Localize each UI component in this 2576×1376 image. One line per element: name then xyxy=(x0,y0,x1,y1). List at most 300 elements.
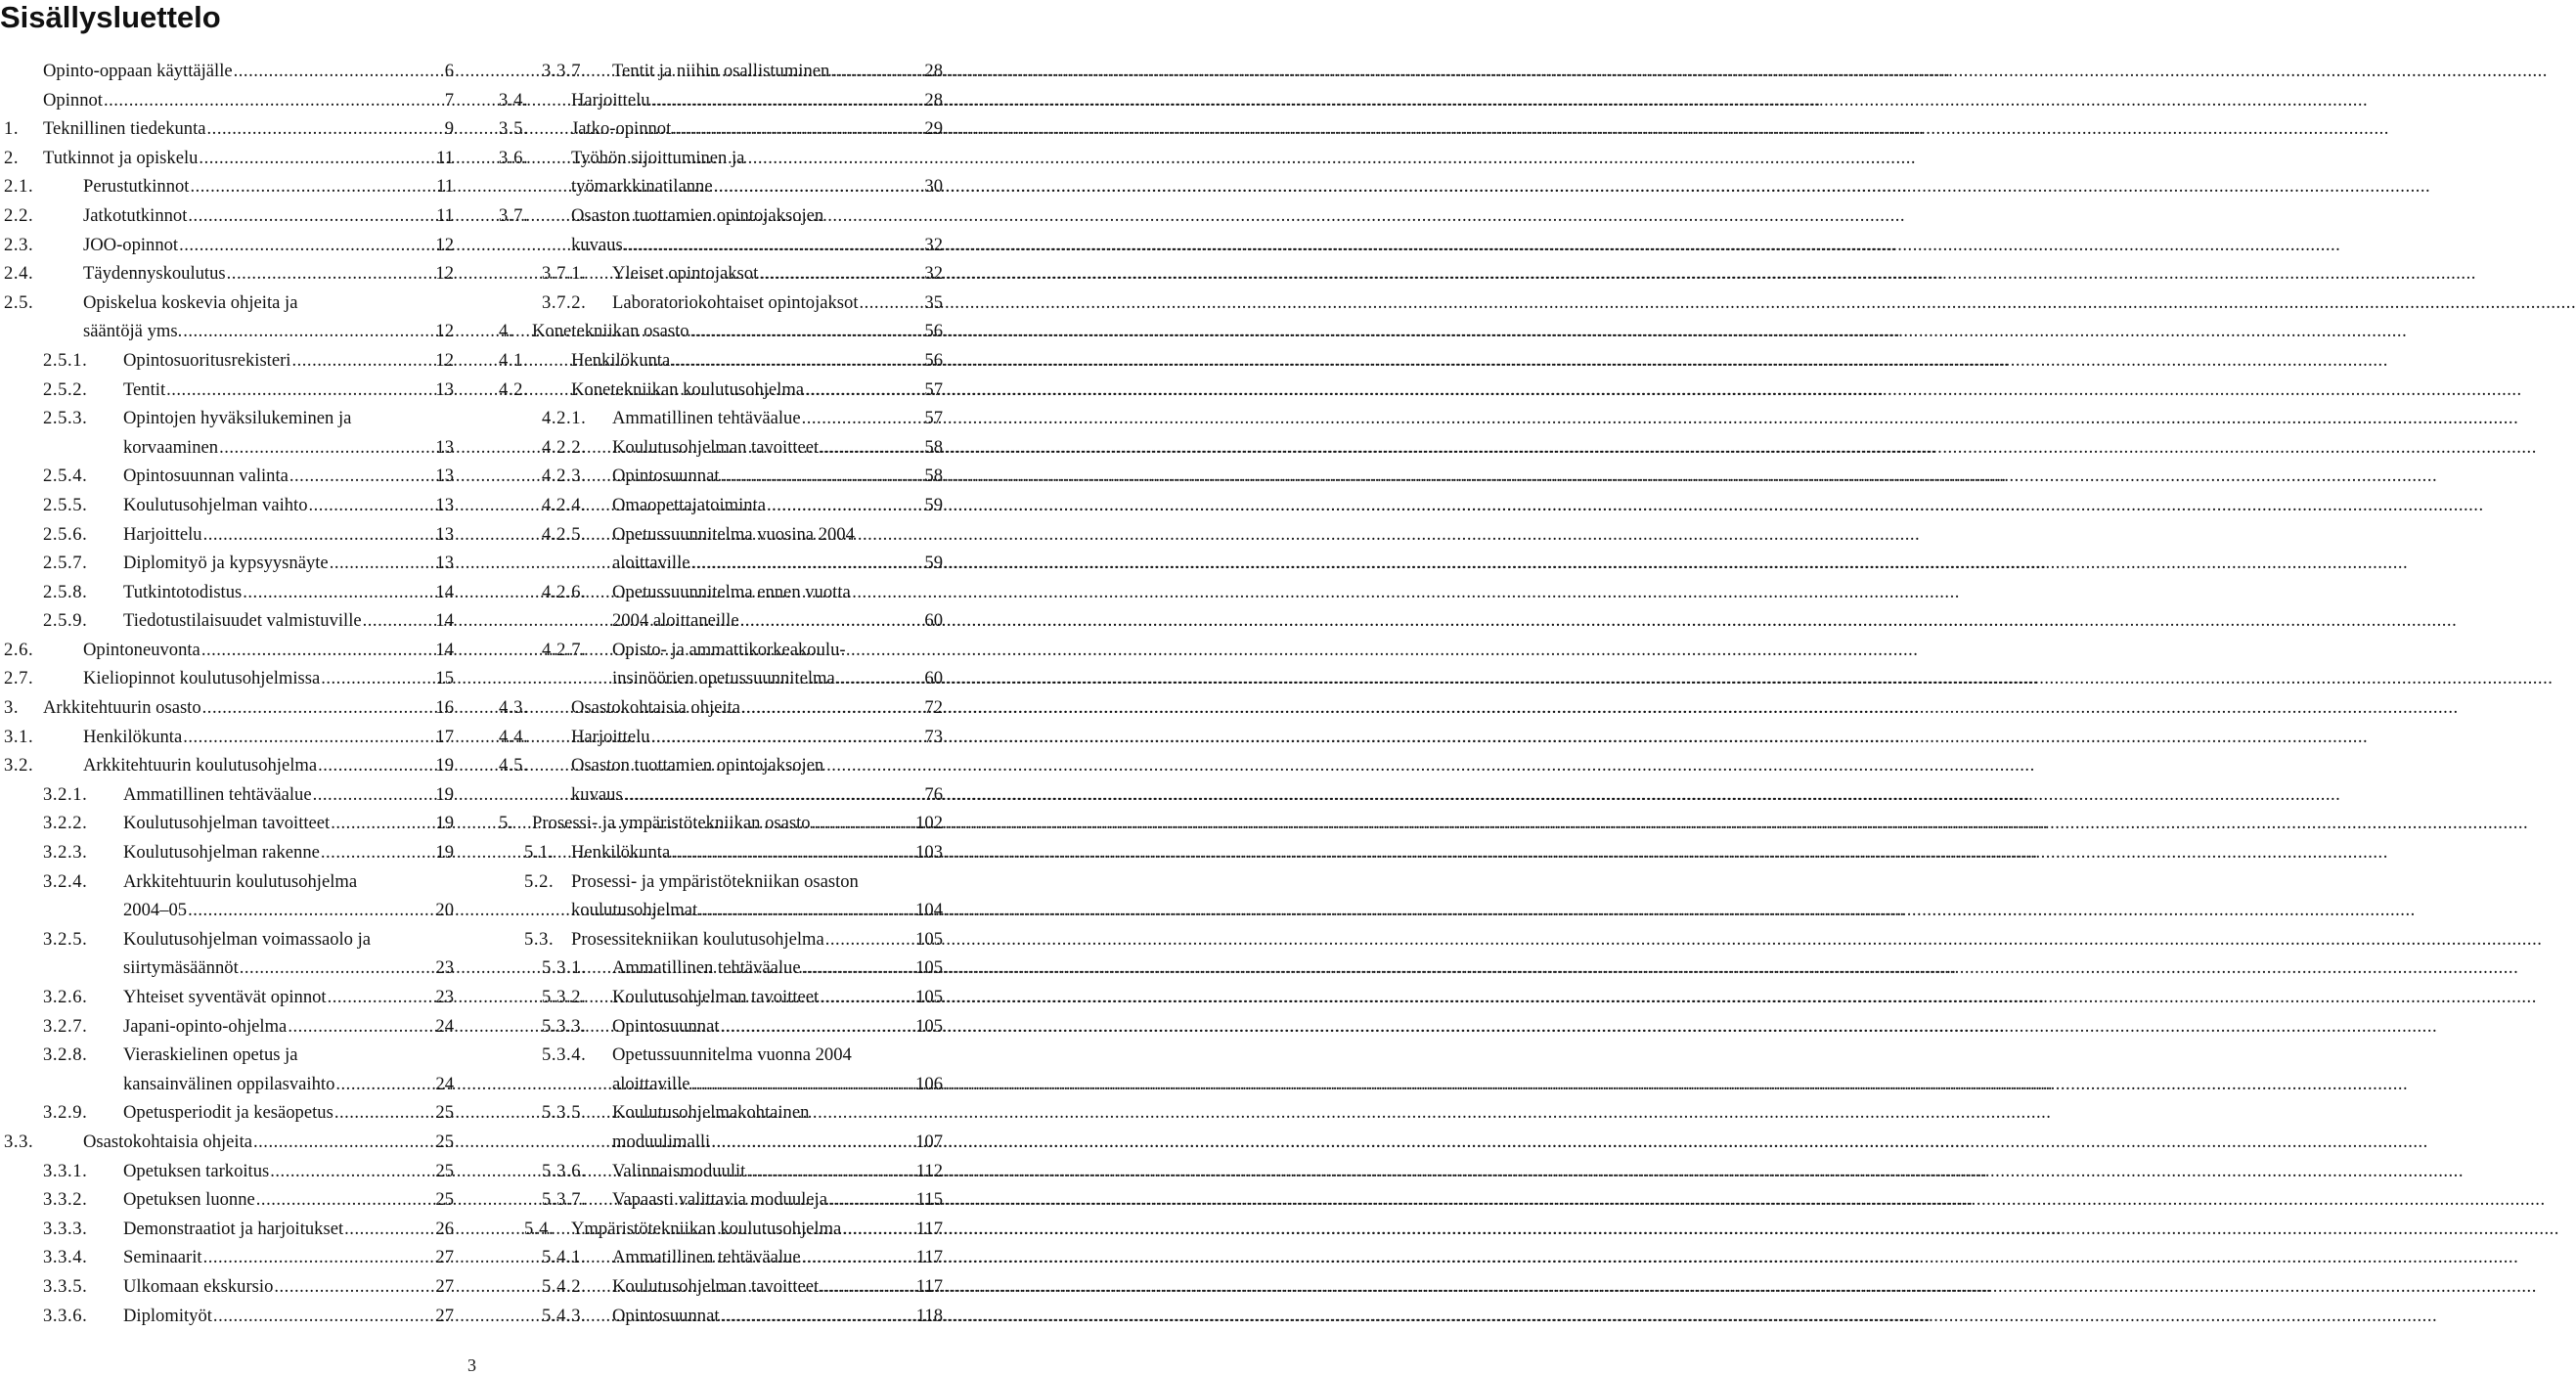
toc-entry[interactable] xyxy=(495,954,943,983)
toc-entry-title: Opetuksen tarkoitus xyxy=(123,1160,270,1181)
toc-entry-number: 4. xyxy=(499,321,514,342)
toc-entry[interactable] xyxy=(0,86,454,115)
dot-leader xyxy=(624,783,924,807)
toc-entry-number: 5.3.7. xyxy=(542,1189,587,1211)
toc-entry-page: 105 xyxy=(915,987,943,1007)
toc-entry-title: Koulutusohjelman vaihto xyxy=(123,494,308,515)
toc-entry-number: 5.2. xyxy=(524,870,555,892)
toc-entry[interactable] xyxy=(0,693,454,723)
toc-entry[interactable] xyxy=(0,1185,454,1215)
toc-entry-number: 2.5.1. xyxy=(43,349,88,371)
toc-entry-page: 13 xyxy=(435,436,454,458)
toc-entry-title: kuvaus xyxy=(571,234,623,255)
toc-entry[interactable] xyxy=(495,289,943,318)
toc-entry[interactable] xyxy=(495,693,943,723)
dot-leader xyxy=(690,320,924,343)
dot-leader xyxy=(289,465,435,488)
toc-entry-page: 60 xyxy=(924,668,943,689)
toc-entry-title-line: Prosessi- ja ympäristötekniikan osaston xyxy=(571,870,859,892)
dot-leader xyxy=(651,726,924,749)
toc-entry-number: 3.3. xyxy=(4,1131,34,1152)
toc-entry-title: Yhteiset syventävät opinnot xyxy=(123,987,327,1007)
toc-entry[interactable] xyxy=(0,462,454,491)
toc-entry-title: 2004–05 xyxy=(123,900,188,921)
toc-entry-body xyxy=(123,1218,454,1241)
toc-entry-number: 4.3. xyxy=(499,697,529,719)
toc-entry-title: Teknillinen tiedekunta xyxy=(43,118,206,140)
toc-entry[interactable] xyxy=(495,491,943,520)
toc-entry[interactable] xyxy=(0,1302,454,1331)
page-title: Sisällysluettelo xyxy=(0,0,221,34)
toc-entry[interactable] xyxy=(495,636,943,693)
toc-entry[interactable] xyxy=(495,404,943,433)
toc-entry[interactable] xyxy=(495,1215,943,1244)
toc-entry-page: 56 xyxy=(924,349,943,371)
toc-entry-title: Opinnot xyxy=(43,89,103,111)
toc-entry-number: 3.2.1. xyxy=(43,783,88,805)
toc-entry[interactable] xyxy=(495,1098,943,1156)
dot-leader xyxy=(820,1275,915,1299)
dot-leader xyxy=(183,726,434,749)
toc-entry-number: 5.3.1. xyxy=(542,957,587,979)
toc-entry-page: 105 xyxy=(915,1015,943,1037)
toc-entry-page: 27 xyxy=(435,1247,454,1268)
toc-entry-title: JOO-opinnot xyxy=(83,234,179,255)
toc-entry-number: 5.4.3. xyxy=(542,1305,587,1326)
toc-entry-page: 24 xyxy=(435,1073,454,1094)
toc-entry-body xyxy=(123,841,454,865)
dot-leader xyxy=(820,986,914,1009)
toc-entry-body xyxy=(123,1246,454,1269)
toc-entry-page: 72 xyxy=(924,697,943,719)
dot-leader xyxy=(201,639,435,662)
toc-entry-body xyxy=(123,494,454,517)
dot-leader xyxy=(207,117,444,141)
toc-entry-title-line: Osaston tuottamien opintojaksojen xyxy=(571,755,824,777)
toc-entry[interactable] xyxy=(495,1272,943,1302)
toc-entry-body xyxy=(123,1160,454,1183)
toc-entry-number: 2.5.7. xyxy=(43,553,88,574)
toc-entry-body xyxy=(612,956,943,980)
toc-entry-title-line: Opintojen hyväksilukeminen ja xyxy=(123,408,352,429)
toc-entry-number: 3.2.4. xyxy=(43,870,88,892)
toc-entry-number: 2.2. xyxy=(4,204,34,226)
dot-leader xyxy=(624,234,924,257)
toc-entry-body xyxy=(43,60,454,83)
toc-entry-page: 25 xyxy=(435,1160,454,1181)
toc-entry[interactable] xyxy=(0,491,454,520)
dot-leader xyxy=(344,1218,434,1241)
toc-entry-title-line: Opetussuunnitelma vuonna 2004 xyxy=(612,1044,852,1066)
toc-entry-number: 5.3.2. xyxy=(542,987,587,1007)
toc-entry-page: 15 xyxy=(435,668,454,689)
toc-entry-title: Japani-opinto-ohjelma xyxy=(123,1015,288,1037)
toc-entry-title: Diplomityö ja kypsyysnäyte xyxy=(123,553,329,574)
toc-entry-body xyxy=(43,696,454,720)
dot-leader xyxy=(321,667,434,690)
dot-leader xyxy=(721,1305,915,1328)
dot-leader xyxy=(767,494,923,517)
toc-entry-title: Opetuksen luonne xyxy=(123,1189,255,1211)
toc-entry[interactable] xyxy=(495,462,943,491)
dot-leader xyxy=(802,407,924,430)
toc-entry-body xyxy=(83,667,454,690)
toc-entry-body xyxy=(612,523,943,576)
toc-entry[interactable] xyxy=(0,983,454,1012)
toc-entry-body xyxy=(43,117,454,141)
toc-entry-number: 2.6. xyxy=(4,639,34,660)
dot-leader xyxy=(188,899,434,922)
toc-entry-body xyxy=(571,147,943,200)
toc-entry[interactable] xyxy=(495,1012,943,1042)
toc-entry-number: 3.4. xyxy=(499,89,529,111)
dot-leader xyxy=(190,175,435,199)
toc-entry[interactable] xyxy=(495,983,943,1012)
dot-leader xyxy=(746,1160,914,1183)
toc-entry-page: 104 xyxy=(915,900,943,921)
toc-entry-title: Opintosuoritusrekisteri xyxy=(123,349,291,371)
toc-entry-number: 5.4.2. xyxy=(542,1275,587,1297)
toc-entry[interactable] xyxy=(0,201,454,231)
dot-leader xyxy=(227,262,435,286)
toc-entry[interactable] xyxy=(0,1128,454,1157)
toc-entry[interactable] xyxy=(0,57,454,86)
toc-entry-page: 102 xyxy=(915,813,943,834)
toc-entry-page: 112 xyxy=(915,1160,943,1181)
toc-entry-title-line: Opetussuunnitelma ennen vuotta xyxy=(612,581,851,602)
dot-leader xyxy=(363,609,435,633)
toc-entry-title-line: Osaston tuottamien opintojaksojen xyxy=(571,204,824,226)
dot-leader xyxy=(243,581,434,604)
dot-leader xyxy=(219,436,434,460)
toc-entry[interactable] xyxy=(0,346,454,376)
toc-entry[interactable] xyxy=(0,376,454,405)
toc-right-column xyxy=(495,57,943,1330)
toc-entry-number: 4.2.7. xyxy=(542,639,587,660)
toc-entry-body xyxy=(123,928,454,981)
toc-entry-body xyxy=(83,262,454,286)
toc-entry-body xyxy=(571,89,943,112)
toc-entry-number: 2.5. xyxy=(4,291,34,313)
toc-entry-body xyxy=(571,1218,943,1241)
dot-leader xyxy=(836,667,924,690)
toc-entry[interactable] xyxy=(495,925,943,954)
toc-entry[interactable] xyxy=(495,376,943,405)
toc-entry-number: 3.2.5. xyxy=(43,928,88,950)
toc-entry[interactable] xyxy=(0,867,454,925)
dot-leader xyxy=(842,1218,915,1241)
dot-leader xyxy=(335,1073,434,1096)
toc-entry-number: 3.7. xyxy=(499,204,529,226)
toc-entry-title: Koulutusohjelman tavoitteet xyxy=(612,1275,820,1297)
toc-entry[interactable] xyxy=(495,578,943,636)
toc-entry-page: 12 xyxy=(435,321,454,342)
toc-entry-body xyxy=(571,204,943,257)
toc-entry-number: 5.4. xyxy=(524,1218,555,1239)
toc-entry-number: 2.5.4. xyxy=(43,466,88,487)
toc-entry[interactable] xyxy=(0,838,454,867)
toc-entry-page: 14 xyxy=(435,639,454,660)
toc-entry[interactable] xyxy=(0,289,454,346)
toc-entry[interactable] xyxy=(0,1215,454,1244)
toc-entry[interactable] xyxy=(0,1041,454,1098)
toc-entry[interactable] xyxy=(495,144,943,201)
toc-entry-number: 2.5.3. xyxy=(43,408,88,429)
toc-entry-page: 13 xyxy=(435,553,454,574)
dot-leader xyxy=(859,291,923,315)
toc-entry-page: 117 xyxy=(915,1218,943,1239)
toc-entry-number: 4.2.6. xyxy=(542,581,587,602)
toc-entry-body xyxy=(571,726,943,749)
toc-entry-page: 57 xyxy=(924,408,943,429)
toc-entry-page: 73 xyxy=(924,726,943,747)
toc-entry-body xyxy=(612,1246,943,1269)
toc-entry-number: 2.5.9. xyxy=(43,610,88,632)
toc-entry-title: Koulutusohjelman tavoitteet xyxy=(123,813,331,834)
toc-entry[interactable] xyxy=(0,664,454,693)
toc-entry[interactable] xyxy=(495,114,943,144)
dot-leader xyxy=(331,812,434,835)
toc-entry[interactable] xyxy=(0,1272,454,1302)
dot-leader xyxy=(213,1305,434,1328)
toc-entry[interactable] xyxy=(495,520,943,578)
toc-entry-body xyxy=(612,639,943,691)
toc-entry-title: Henkilökunta xyxy=(571,842,671,864)
toc-entry-body xyxy=(123,1275,454,1299)
toc-entry-title: Opintosuunnat xyxy=(612,466,720,487)
toc-entry-number: 5.3. xyxy=(524,928,555,950)
toc-entry-number: 4.5. xyxy=(499,755,529,777)
toc-entry-page: 56 xyxy=(924,321,943,342)
toc-entry-page: 29 xyxy=(924,118,943,140)
toc-entry-body xyxy=(571,870,943,923)
toc-entry-number: 3.2.8. xyxy=(43,1044,88,1066)
toc-entry[interactable] xyxy=(0,1157,454,1186)
toc-entry[interactable] xyxy=(495,751,943,809)
toc-entry[interactable] xyxy=(495,723,943,752)
dot-leader xyxy=(179,234,434,257)
toc-entry-number: 3.2.3. xyxy=(43,842,88,864)
toc-entry[interactable] xyxy=(0,144,454,173)
toc-entry[interactable] xyxy=(495,433,943,463)
toc-entry-title: korvaaminen xyxy=(123,436,219,458)
toc-entry-body xyxy=(83,175,454,199)
toc-entry[interactable] xyxy=(0,780,454,810)
toc-entry-body xyxy=(83,754,454,777)
toc-entry-page: 12 xyxy=(435,234,454,255)
toc-entry[interactable] xyxy=(0,578,454,607)
toc-entry-number: 3.5. xyxy=(499,118,529,140)
toc-entry[interactable] xyxy=(495,346,943,376)
toc-entry[interactable] xyxy=(495,1041,943,1098)
toc-entry[interactable] xyxy=(495,86,943,115)
toc-entry[interactable] xyxy=(495,201,943,259)
dot-leader xyxy=(759,262,923,286)
toc-entry[interactable] xyxy=(0,404,454,462)
toc-entry-title: Tutkintotodistus xyxy=(123,581,243,602)
toc-entry-body xyxy=(612,1043,943,1096)
toc-entry[interactable] xyxy=(0,809,454,838)
toc-entry[interactable] xyxy=(0,231,454,260)
toc-entry[interactable] xyxy=(495,57,943,86)
toc-entry-page: 23 xyxy=(435,957,454,979)
toc-entry-page: 57 xyxy=(924,378,943,400)
dot-leader xyxy=(714,175,924,199)
toc-entry-number: 3.7.2. xyxy=(542,291,587,313)
dot-leader xyxy=(199,147,435,170)
toc-entry[interactable] xyxy=(0,114,454,144)
toc-entry-page: 6 xyxy=(444,61,454,81)
toc-entry[interactable] xyxy=(0,1098,454,1128)
toc-entry[interactable] xyxy=(495,809,943,838)
toc-entry-title: työmarkkinatilanne xyxy=(571,176,713,198)
dot-leader xyxy=(334,1101,435,1125)
toc-entry-title: kansainvälinen oppilasvaihto xyxy=(123,1073,335,1094)
toc-entry-number: 3.6. xyxy=(499,147,529,168)
dot-leader xyxy=(321,841,435,865)
toc-entry-page: 19 xyxy=(435,813,454,834)
toc-entry-page: 13 xyxy=(435,523,454,545)
dot-leader xyxy=(104,89,444,112)
toc-entry[interactable] xyxy=(0,172,454,201)
dot-leader xyxy=(672,117,923,141)
toc-entry-page: 27 xyxy=(435,1305,454,1326)
toc-entry-title: Laboratoriokohtaiset opintojaksot xyxy=(612,291,859,313)
toc-entry-page: 30 xyxy=(924,176,943,198)
toc-entry-number: 3.2.2. xyxy=(43,813,88,834)
toc-entry-body xyxy=(612,1305,943,1328)
toc-entry-title: Vapaasti valittavia moduuleja xyxy=(612,1189,827,1211)
toc-entry-title: Ammatillinen tehtäväalue xyxy=(612,957,801,979)
toc-entry-page: 107 xyxy=(915,1131,943,1152)
dot-leader xyxy=(203,1246,435,1269)
toc-entry[interactable] xyxy=(0,751,454,780)
toc-entry-number: 3.3.5. xyxy=(43,1275,88,1297)
toc-entry-number: 2.7. xyxy=(4,668,34,689)
toc-entry-body xyxy=(123,783,454,807)
toc-entry-body xyxy=(83,234,454,257)
toc-entry-title: Diplomityöt xyxy=(123,1305,212,1326)
toc-entry-title: Valinnaismoduulit xyxy=(612,1160,746,1181)
toc-entry-page: 59 xyxy=(924,553,943,574)
toc-entry-title: Osastokohtaisia ohjeita xyxy=(571,697,740,719)
toc-entry-number: 3.3.1. xyxy=(43,1160,88,1181)
toc-entry-title: Harjoittelu xyxy=(123,523,202,545)
toc-entry-number: 3.2.7. xyxy=(43,1015,88,1037)
toc-entry-number: 4.4. xyxy=(499,726,529,747)
toc-entry[interactable] xyxy=(0,520,454,550)
dot-leader xyxy=(288,1015,434,1039)
dot-leader xyxy=(274,1275,434,1299)
dot-leader xyxy=(721,465,924,488)
toc-entry-body xyxy=(532,812,943,835)
dot-leader xyxy=(830,60,923,83)
toc-entry-page: 25 xyxy=(435,1189,454,1211)
toc-entry[interactable] xyxy=(0,925,454,983)
toc-entry[interactable] xyxy=(0,606,454,636)
toc-entry[interactable] xyxy=(495,1185,943,1215)
toc-entry-title: Opintosuunnan valinta xyxy=(123,466,289,487)
toc-entry-body xyxy=(612,986,943,1009)
toc-entry-body xyxy=(123,581,454,604)
toc-entry-number: 4.2.5. xyxy=(542,523,587,545)
dot-leader xyxy=(711,1131,914,1154)
toc-entry[interactable] xyxy=(0,549,454,578)
toc-entry-page: 27 xyxy=(435,1275,454,1297)
toc-entry-page: 13 xyxy=(435,466,454,487)
toc-entry-title: koulutusohjelmat xyxy=(571,900,698,921)
dot-leader xyxy=(671,349,923,373)
toc-entry-number: 3.3.2. xyxy=(43,1189,88,1211)
toc-entry-page: 14 xyxy=(435,581,454,602)
toc-entry-page: 35 xyxy=(924,291,943,313)
toc-entry-body xyxy=(612,291,943,315)
toc-entry-page: 28 xyxy=(924,89,943,111)
toc-entry-page: 12 xyxy=(435,263,454,285)
toc-entry-page: 9 xyxy=(444,118,454,140)
toc-entry[interactable] xyxy=(0,1243,454,1272)
toc-entry[interactable] xyxy=(495,1243,943,1272)
dot-leader xyxy=(820,436,923,460)
toc-entry-title: Tiedotustilaisuudet valmistuville xyxy=(123,610,362,632)
toc-entry-body xyxy=(532,320,943,343)
toc-entry-page: 19 xyxy=(435,842,454,864)
toc-entry-title-line: Vieraskielinen opetus ja xyxy=(123,1044,298,1066)
toc-entry-title-line: Opisto- ja ammattikorkeakoulu- xyxy=(612,639,846,660)
toc-entry-page: 117 xyxy=(915,1247,943,1268)
toc-entry-title-line: Koulutusohjelmakohtainen xyxy=(612,1102,810,1124)
toc-entry[interactable] xyxy=(495,317,943,346)
toc-entry[interactable] xyxy=(0,259,454,289)
toc-entry-page: 25 xyxy=(435,1131,454,1152)
toc-entry-title: Ulkomaan ekskursio xyxy=(123,1275,274,1297)
toc-entry-body xyxy=(83,639,454,662)
toc-entry[interactable] xyxy=(0,723,454,752)
toc-entry[interactable] xyxy=(0,1012,454,1042)
toc-entry-number: 3.2.6. xyxy=(43,987,88,1007)
toc-entry[interactable] xyxy=(495,838,943,867)
toc-entry-number: 3.2.9. xyxy=(43,1102,88,1124)
toc-entry[interactable] xyxy=(495,867,943,925)
toc-entry-body xyxy=(612,1015,943,1039)
toc-entry-title: Konetekniikan koulutusohjelma xyxy=(571,378,805,400)
toc-entry-number: 5.3.3. xyxy=(542,1015,587,1037)
toc-entry-page: 14 xyxy=(435,610,454,632)
toc-entry[interactable] xyxy=(0,636,454,665)
toc-entry-body xyxy=(612,465,943,488)
toc-entry-number: 3. xyxy=(4,697,20,719)
toc-entry[interactable] xyxy=(495,1302,943,1331)
dot-leader xyxy=(253,1131,434,1154)
toc-entry-number: 4.2.1. xyxy=(542,408,587,429)
toc-entry-page: 20 xyxy=(435,900,454,921)
toc-entry-number: 3.3.6. xyxy=(43,1305,88,1326)
toc-entry-title: Tentit xyxy=(123,378,166,400)
toc-entry-title: Koulutusohjelman tavoitteet xyxy=(612,436,820,458)
toc-entry[interactable] xyxy=(495,259,943,289)
toc-entry[interactable] xyxy=(495,1157,943,1186)
toc-entry-title: Perustutkinnot xyxy=(83,176,190,198)
toc-entry-body xyxy=(123,870,454,923)
toc-entry-title: Opintosuunnat xyxy=(612,1015,720,1037)
toc-entry-body xyxy=(612,1160,943,1183)
toc-entry-body xyxy=(83,1131,454,1154)
dot-leader xyxy=(291,349,434,373)
toc-entry-page: 13 xyxy=(435,494,454,515)
toc-left-column xyxy=(0,57,454,1330)
dot-leader xyxy=(691,1073,915,1096)
toc-entry-body xyxy=(612,1101,943,1154)
